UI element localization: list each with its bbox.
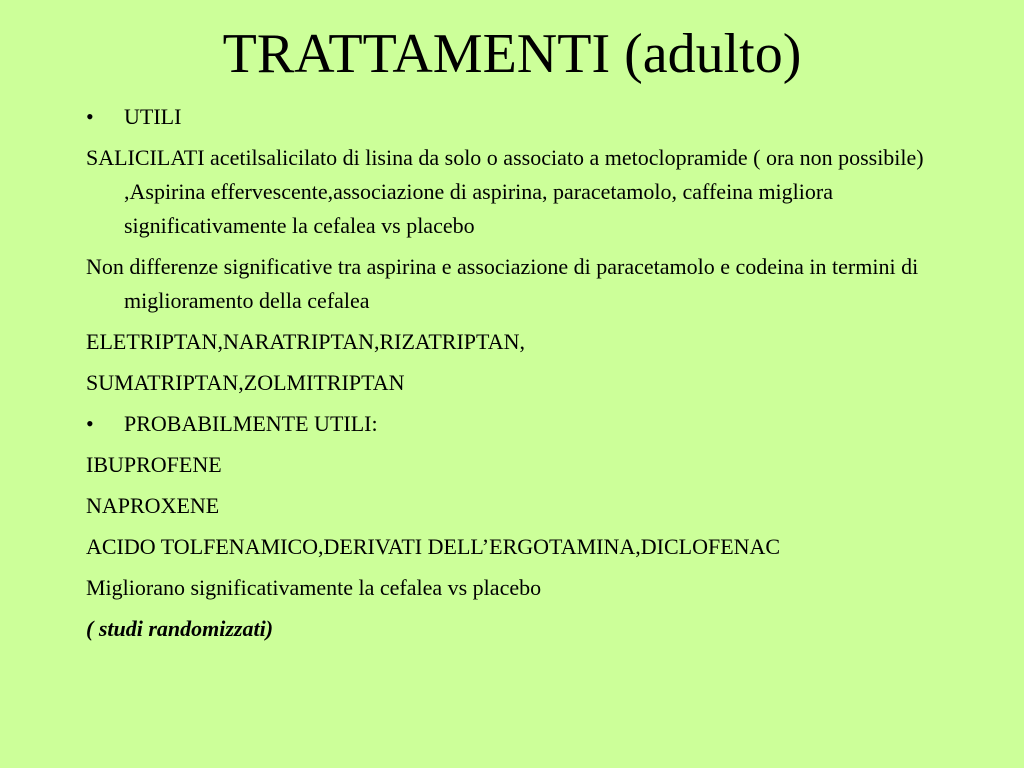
paragraph-salicilati: SALICILATI acetilsalicilato di lisina da solo o associato a metoclopramide ( ora non possibile) ,Aspirina effervescente,associazione di aspirina, paracetamolo, caffeina migliora significativamente la cefalea vs placebo bbox=[86, 145, 924, 238]
paragraph-triptani-2: SUMATRIPTAN,ZOLMITRIPTAN bbox=[86, 370, 405, 395]
paragraph-triptani-1: ELETRIPTAN,NARATRIPTAN,RIZATRIPTAN, bbox=[86, 329, 525, 354]
paragraph-acido-tolfenamico: ACIDO TOLFENAMICO,DERIVATI DELL’ERGOTAMINA,DICLOFENAC bbox=[86, 534, 781, 559]
paragraph-migliorano: Migliorano significativamente la cefalea vs placebo bbox=[86, 575, 542, 600]
paragraph-studi-randomizzati: ( studi randomizzati) bbox=[86, 616, 274, 641]
bullet-icon: • bbox=[86, 104, 94, 129]
bullet-text: UTILI bbox=[124, 104, 182, 129]
bullet-item-utili bbox=[86, 100, 946, 134]
bullet-icon: • bbox=[86, 411, 94, 436]
paragraph-non-differenze: Non differenze significative tra aspirina e associazione di paracetamolo e codeina in termini di miglioramento della cefalea bbox=[86, 254, 919, 313]
bullet-item-probabilmente-utili bbox=[86, 407, 946, 441]
paragraph-naproxene: NAPROXENE bbox=[86, 493, 220, 518]
slide-title: TRATTAMENTI (adulto) bbox=[222, 23, 802, 85]
slide-body bbox=[86, 100, 946, 646]
bullet-text: PROBABILMENTE UTILI: bbox=[124, 411, 378, 436]
paragraph-ibuprofene: IBUPROFENE bbox=[86, 452, 222, 477]
